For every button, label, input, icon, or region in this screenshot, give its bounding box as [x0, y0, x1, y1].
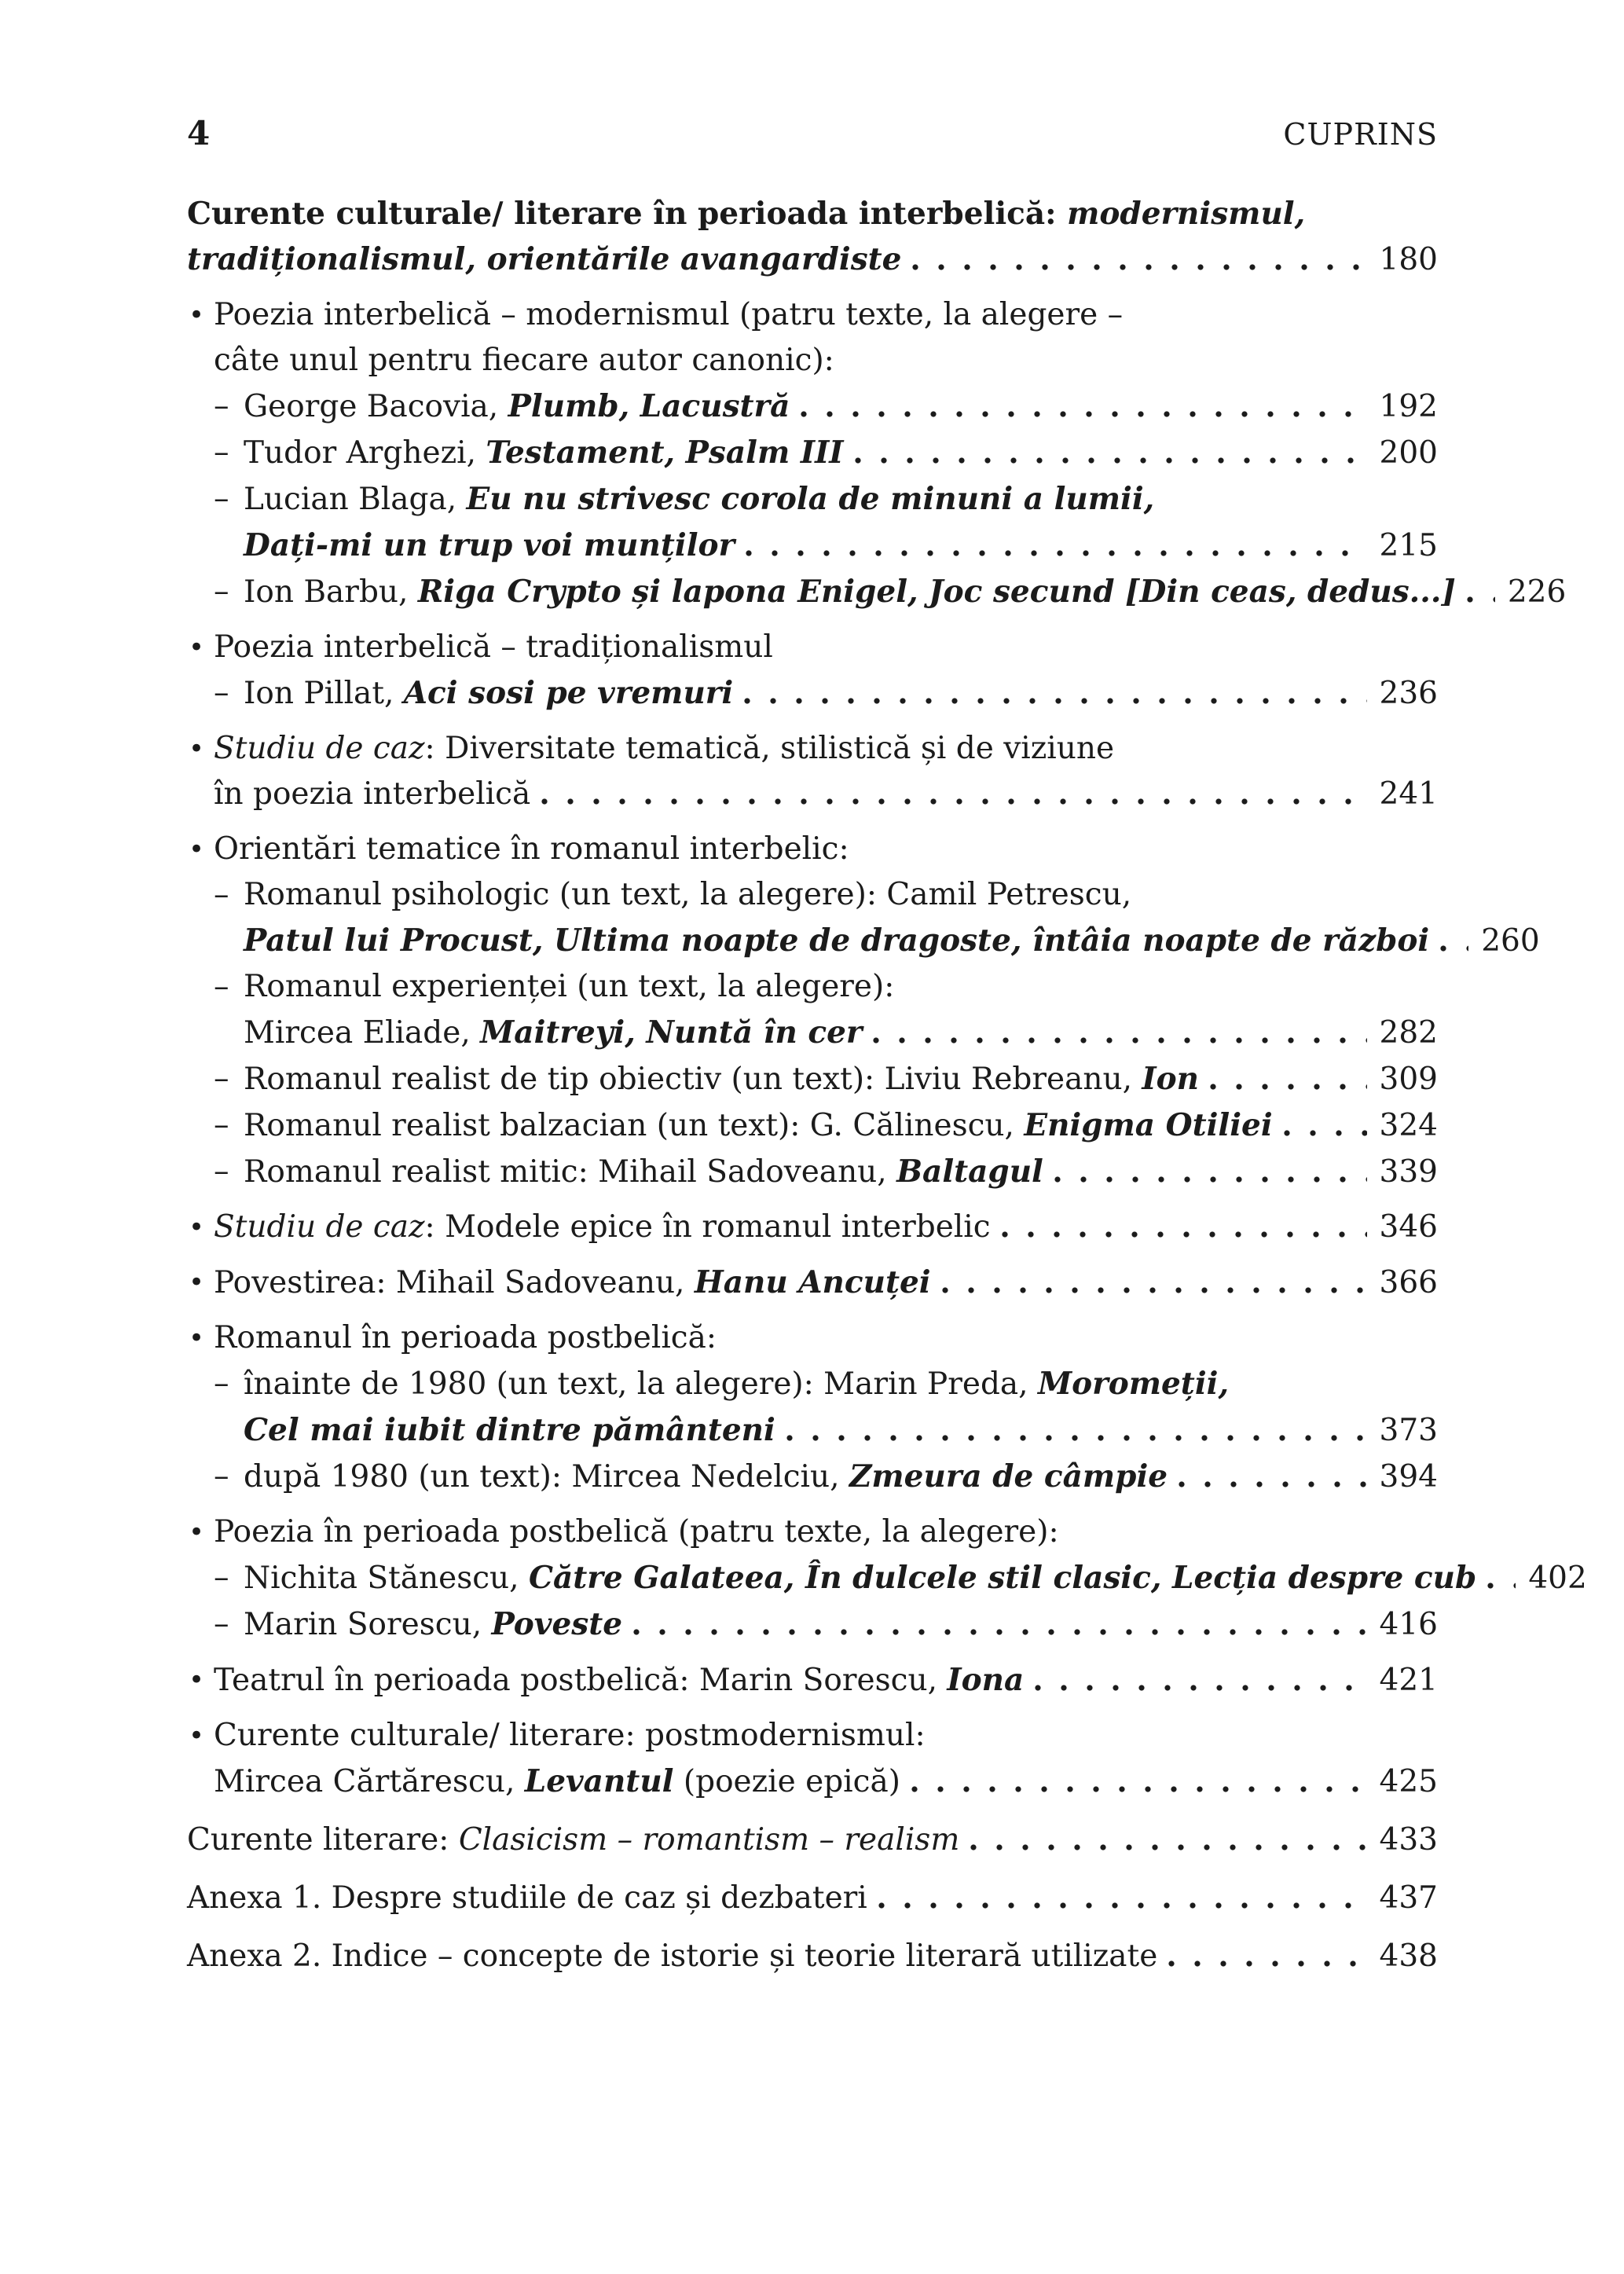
toc-entry — [187, 1876, 1438, 1921]
toc-text: Curente culturale/ literare: postmodernismul: — [214, 1718, 926, 1753]
toc-line — [244, 1149, 1438, 1195]
toc-text: Patul lui Procust, Ultima noapte de dragoste, întâia noapte de război — [244, 922, 1430, 959]
dot-leader — [1168, 1960, 1366, 1967]
toc-text: după 1980 (un text): Mircea Nedelciu, — [244, 1459, 849, 1495]
page-number: 373 — [1379, 1413, 1438, 1448]
toc-text: George Bacovia, — [244, 389, 508, 424]
toc-text: Romanul experienței (un text, la alegere): — [244, 969, 895, 1004]
toc-text: Curente culturale/ literare în perioada interbelică: — [187, 196, 1068, 232]
page-number: 236 — [1379, 676, 1438, 711]
toc-text: Studiu de caz — [214, 1209, 425, 1245]
toc-entry — [187, 625, 1438, 670]
toc-text: Curente literare: — [187, 1822, 459, 1858]
toc-text: Testament, Psalm III — [486, 435, 844, 471]
dot-leader — [912, 264, 1366, 270]
toc-text: Lucian Blaga, — [244, 482, 467, 517]
toc-line — [244, 1010, 1438, 1056]
dot-leader — [541, 798, 1366, 805]
toc-line — [214, 1205, 1438, 1250]
dot-leader — [970, 1844, 1366, 1850]
toc-line — [244, 476, 1438, 523]
page-number: 241 — [1379, 776, 1438, 812]
toc-text: Eu nu strivesc corola de minuni a lumii, — [466, 481, 1155, 517]
toc-line — [214, 726, 1438, 772]
toc-text: Romanul în perioada postbelică: — [214, 1320, 717, 1355]
toc-entry — [187, 1260, 1438, 1306]
toc-line — [187, 1934, 1438, 1979]
toc-text: Poezia interbelică – modernismul (patru texte, la alegere – — [214, 297, 1124, 332]
toc-text: Poveste — [491, 1606, 623, 1642]
bullet-icon: • — [189, 1212, 205, 1243]
page-number: 282 — [1379, 1015, 1438, 1051]
bullet-icon: • — [189, 733, 205, 765]
toc-entry — [187, 670, 1438, 717]
dot-leader — [633, 1629, 1366, 1635]
toc-line — [214, 338, 1438, 383]
toc-line — [244, 670, 1438, 717]
dash-marker: – — [214, 574, 229, 609]
page-number: 192 — [1379, 389, 1438, 424]
toc-entry — [187, 1315, 1438, 1361]
toc-entry — [187, 1817, 1438, 1863]
toc-entry — [187, 1713, 1438, 1805]
toc-text: Cel mai iubit dintre pământeni — [244, 1412, 775, 1448]
toc-entry — [187, 1934, 1438, 1979]
toc-text: modernismul, — [1067, 196, 1306, 232]
dash-marker: – — [214, 1366, 229, 1401]
dot-leader — [942, 1287, 1367, 1293]
toc-entry — [187, 1361, 1438, 1454]
toc-text: Anexa 1. Despre studiile de caz și dezbateri — [187, 1880, 867, 1916]
toc-text: Riga Crypto și lapona Enigel, Joc secund [Din ceas, dedus...] — [417, 574, 1456, 610]
toc-entry — [187, 1601, 1438, 1648]
toc-entry — [187, 476, 1438, 569]
toc-line — [214, 625, 1438, 670]
dot-leader — [801, 411, 1366, 417]
toc-line — [214, 1315, 1438, 1361]
page-number: 346 — [1379, 1209, 1438, 1245]
dash-marker: – — [214, 1154, 229, 1189]
page-number: 437 — [1379, 1880, 1438, 1916]
toc-line — [244, 1102, 1438, 1149]
toc-text: Iona — [947, 1662, 1025, 1698]
dash-marker: – — [214, 435, 229, 470]
toc-text: tradiționalismul, orientările avangardiste — [187, 241, 902, 277]
dot-leader — [1440, 945, 1468, 952]
dash-marker: – — [214, 877, 229, 912]
toc-line — [214, 1260, 1438, 1306]
toc-entry — [187, 1555, 1587, 1601]
toc-text: Dați-mi un trup voi munților — [244, 527, 735, 563]
dash-marker: – — [214, 1606, 229, 1641]
toc-entry — [187, 964, 1438, 1056]
dot-leader — [786, 1435, 1367, 1441]
toc-line — [244, 383, 1438, 430]
toc-text: Enigma Otiliei — [1024, 1107, 1273, 1143]
toc-text: câte unul pentru fiecare autor canonic): — [214, 343, 834, 378]
toc-line — [244, 1555, 1587, 1601]
toc-entry — [187, 383, 1438, 430]
dot-leader — [1002, 1231, 1367, 1238]
toc-line — [244, 523, 1438, 569]
dash-marker: – — [214, 969, 229, 1004]
toc-line — [214, 1509, 1438, 1555]
toc-entry — [187, 1056, 1438, 1102]
toc-line — [244, 1361, 1438, 1407]
toc-text: (poezie epică) — [673, 1764, 900, 1799]
toc-entry — [187, 1102, 1438, 1149]
page-number: 438 — [1379, 1938, 1438, 1974]
dot-leader — [1284, 1130, 1367, 1136]
toc-text: Plumb, Lacustră — [508, 388, 790, 424]
toc-text: Romanul psihologic (un text, la alegere): Camil Petrescu, — [244, 877, 1132, 912]
toc-line — [214, 772, 1438, 817]
dash-marker: – — [214, 388, 229, 424]
dot-leader — [1467, 596, 1495, 603]
toc-text: Teatrul în perioada postbelică: Marin Sorescu, — [214, 1663, 948, 1698]
toc-text: Ion Pillat, — [244, 676, 404, 711]
toc-text: Moromeții, — [1037, 1366, 1230, 1402]
dot-leader — [1035, 1685, 1366, 1691]
page-number: 425 — [1379, 1764, 1438, 1799]
toc-line — [244, 1601, 1438, 1648]
dot-leader — [873, 1037, 1366, 1043]
toc-text: înainte de 1980 (un text, la alegere): Marin Preda, — [244, 1366, 1038, 1402]
toc-text: Ion Barbu, — [244, 574, 418, 610]
bullet-icon: • — [189, 1322, 205, 1354]
toc-entry — [187, 569, 1567, 615]
toc-text: Clasicism – romantism – realism — [458, 1822, 960, 1858]
toc-entry — [187, 292, 1438, 383]
toc-entry — [187, 1509, 1438, 1555]
toc-text: Mircea Cărtărescu, — [214, 1764, 525, 1799]
dot-leader — [744, 698, 1366, 704]
toc-line — [214, 1657, 1438, 1704]
page-number: 324 — [1379, 1108, 1438, 1143]
dot-leader — [1054, 1176, 1367, 1183]
toc-text: Ion — [1142, 1061, 1200, 1097]
toc-text: Levantul — [524, 1763, 674, 1799]
toc-line — [244, 1407, 1438, 1454]
table-of-contents — [187, 191, 1587, 1979]
bullet-icon: • — [189, 834, 205, 865]
page-number: 260 — [1481, 923, 1540, 959]
toc-text: Poezia interbelică – tradiționalismul — [214, 629, 773, 665]
dash-marker: – — [214, 1107, 229, 1143]
toc-text: Marin Sorescu, — [244, 1607, 492, 1642]
dash-marker: – — [214, 1061, 229, 1096]
dash-marker: – — [214, 481, 229, 516]
toc-text: : Diversitate tematică, stilistică și de viziune — [424, 731, 1115, 766]
toc-text: Baltagul — [896, 1154, 1043, 1190]
toc-line — [214, 1759, 1438, 1805]
page-number: 309 — [1379, 1062, 1438, 1097]
toc-entry — [187, 1149, 1438, 1195]
toc-line — [214, 1713, 1438, 1759]
dot-leader — [911, 1786, 1367, 1792]
bullet-icon: • — [189, 1720, 205, 1751]
page-number: 200 — [1379, 435, 1438, 471]
dot-leader — [1210, 1084, 1367, 1090]
toc-entry — [187, 827, 1438, 872]
toc-line — [187, 237, 1438, 283]
toc-text: Maitreyi, Nuntă în cer — [480, 1014, 863, 1051]
dash-marker: – — [214, 675, 229, 710]
toc-line — [187, 191, 1438, 237]
page-number: 339 — [1379, 1154, 1438, 1190]
toc-entry — [187, 726, 1438, 817]
toc-text: Romanul realist de tip obiectiv (un text): Liviu Rebreanu, — [244, 1062, 1142, 1097]
page-number: 215 — [1379, 528, 1438, 563]
toc-line — [244, 872, 1438, 918]
dot-leader — [878, 1902, 1367, 1909]
page-number: 226 — [1507, 574, 1567, 610]
bullet-icon: • — [189, 1267, 205, 1298]
page-header — [187, 116, 1438, 152]
toc-text: Către Galateea, În dulcele stil clasic, Lecția despre cub — [528, 1560, 1477, 1596]
toc-entry — [187, 191, 1438, 283]
dot-leader — [855, 457, 1367, 464]
toc-entry — [187, 430, 1438, 476]
toc-text: Tudor Arghezi, — [244, 435, 486, 471]
toc-line — [214, 827, 1438, 872]
toc-text: Nichita Stănescu, — [244, 1561, 529, 1596]
toc-text: : Modele epice în romanul interbelic — [424, 1209, 991, 1245]
page-number: 416 — [1379, 1607, 1438, 1642]
bullet-icon: • — [189, 1664, 205, 1696]
toc-line — [244, 1056, 1438, 1102]
page-number: 394 — [1379, 1459, 1438, 1495]
running-header: CUPRINS — [1283, 117, 1438, 152]
dash-marker: – — [214, 1560, 229, 1595]
toc-entry — [187, 1657, 1438, 1704]
toc-text: Aci sosi pe vremuri — [403, 675, 734, 711]
toc-text: Studiu de caz — [214, 731, 425, 766]
toc-entry — [187, 1454, 1438, 1500]
bullet-icon: • — [189, 1517, 205, 1548]
toc-text: Anexa 2. Indice – concepte de istorie și teorie literară utilizate — [187, 1938, 1158, 1974]
toc-line — [244, 1454, 1438, 1500]
bullet-icon: • — [189, 299, 205, 331]
toc-text: Orientări tematice în romanul interbelic: — [214, 831, 849, 867]
toc-entry — [187, 872, 1540, 964]
toc-line — [187, 1876, 1438, 1921]
page-number: 433 — [1379, 1822, 1438, 1858]
dash-marker: – — [214, 1458, 229, 1494]
toc-text: Romanul realist mitic: Mihail Sadoveanu, — [244, 1154, 897, 1190]
toc-text: în poezia interbelică — [214, 776, 531, 812]
toc-entry — [187, 1205, 1438, 1250]
toc-text: Mircea Eliade, — [244, 1015, 481, 1051]
dot-leader — [1179, 1481, 1366, 1487]
toc-line — [214, 292, 1438, 338]
dot-leader — [746, 550, 1366, 556]
page-number: 421 — [1379, 1663, 1438, 1698]
toc-line — [244, 918, 1540, 964]
toc-line — [244, 430, 1438, 476]
toc-text: Poezia în perioada postbelică (patru texte, la alegere): — [214, 1514, 1059, 1550]
dot-leader — [1487, 1583, 1516, 1589]
page-number: 366 — [1379, 1265, 1438, 1300]
toc-text: Hanu Ancuței — [694, 1264, 931, 1300]
page-number-folio: 4 — [187, 114, 211, 152]
page-number: 180 — [1379, 242, 1438, 277]
toc-text: Zmeura de câmpie — [849, 1458, 1168, 1495]
toc-text: Povestirea: Mihail Sadoveanu, — [214, 1265, 695, 1300]
toc-line — [244, 569, 1567, 615]
toc-text: Romanul realist balzacian (un text): G. Călinescu, — [244, 1108, 1025, 1143]
toc-line — [187, 1817, 1438, 1863]
toc-line — [244, 964, 1438, 1010]
page-number: 402 — [1528, 1561, 1587, 1596]
bullet-icon: • — [189, 632, 205, 663]
